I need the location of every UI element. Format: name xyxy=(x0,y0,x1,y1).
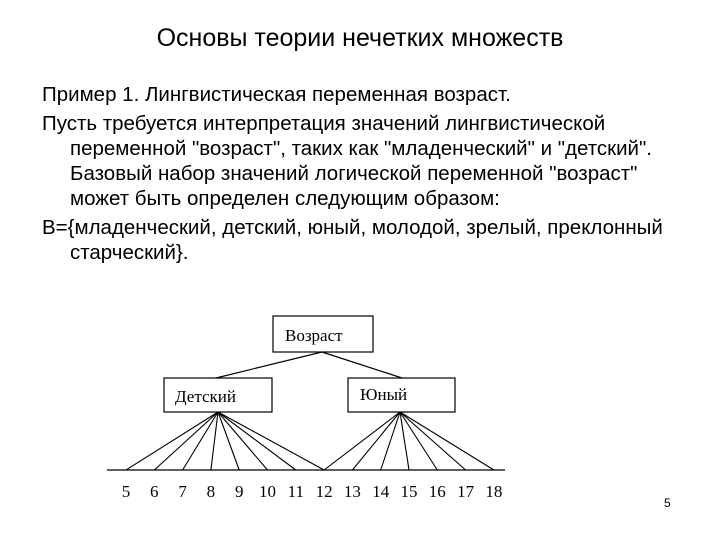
fan-line-detskiy-8 xyxy=(211,412,218,470)
fan-line-yuniy-15 xyxy=(400,412,409,470)
yuniy-node-label: Юный xyxy=(360,385,408,404)
axis-value-9: 9 xyxy=(234,482,244,501)
paragraph-base-set: B={младенческий, детский, юный, молодой, зрелый, преклонный старческий}. xyxy=(42,216,663,264)
fan-line-detskiy-5 xyxy=(126,412,218,470)
fan-line-detskiy-12 xyxy=(218,412,324,470)
detskiy-node-label: Детский xyxy=(175,387,236,406)
slide-title: Основы теории нечетких множеств xyxy=(156,24,564,52)
axis-value-6: 6 xyxy=(150,482,159,501)
root-to-yuniy-line xyxy=(322,352,402,378)
root-node-label: Возраст xyxy=(285,326,343,345)
fan-line-yuniy-18 xyxy=(400,412,494,470)
fan-lines xyxy=(126,412,494,470)
axis-value-11: 11 xyxy=(287,482,304,501)
fan-line-detskiy-10 xyxy=(218,412,268,470)
axis-value-13: 13 xyxy=(343,482,361,501)
fan-line-yuniy-16 xyxy=(400,412,437,470)
fan-line-detskiy-7 xyxy=(183,412,218,470)
slide-number: 5 xyxy=(664,496,671,510)
fan-line-yuniy-13 xyxy=(352,412,400,470)
axis-value-10: 10 xyxy=(259,482,276,501)
fan-line-yuniy-12 xyxy=(324,412,400,470)
paragraph-description: Пусть требуется интерпретация значений лингвистической переменной "возраст", таких как "младенческий" и "детский". Базовый набор значений логической переменной "возраст" может быть определен следующим образом: xyxy=(42,112,652,210)
axis-value-17: 17 xyxy=(457,482,475,501)
axis-value-18: 18 xyxy=(485,482,503,501)
axis-value-5: 5 xyxy=(121,482,131,501)
axis-value-14: 14 xyxy=(372,482,390,501)
axis-labels xyxy=(122,482,503,501)
fan-line-detskiy-9 xyxy=(218,412,239,470)
fan-line-detskiy-11 xyxy=(218,412,296,470)
fan-line-yuniy-14 xyxy=(381,412,400,470)
axis-value-16: 16 xyxy=(428,482,446,501)
root-to-detskiy-line xyxy=(216,352,322,378)
axis-value-7: 7 xyxy=(178,482,187,501)
paragraph-example: Пример 1. Лингвистическая переменная возраст. xyxy=(42,83,511,106)
axis-value-15: 15 xyxy=(400,482,418,501)
fan-line-yuniy-17 xyxy=(400,412,466,470)
fan-line-detskiy-6 xyxy=(154,412,218,470)
axis-value-8: 8 xyxy=(206,482,216,501)
axis-value-12: 12 xyxy=(315,482,333,501)
